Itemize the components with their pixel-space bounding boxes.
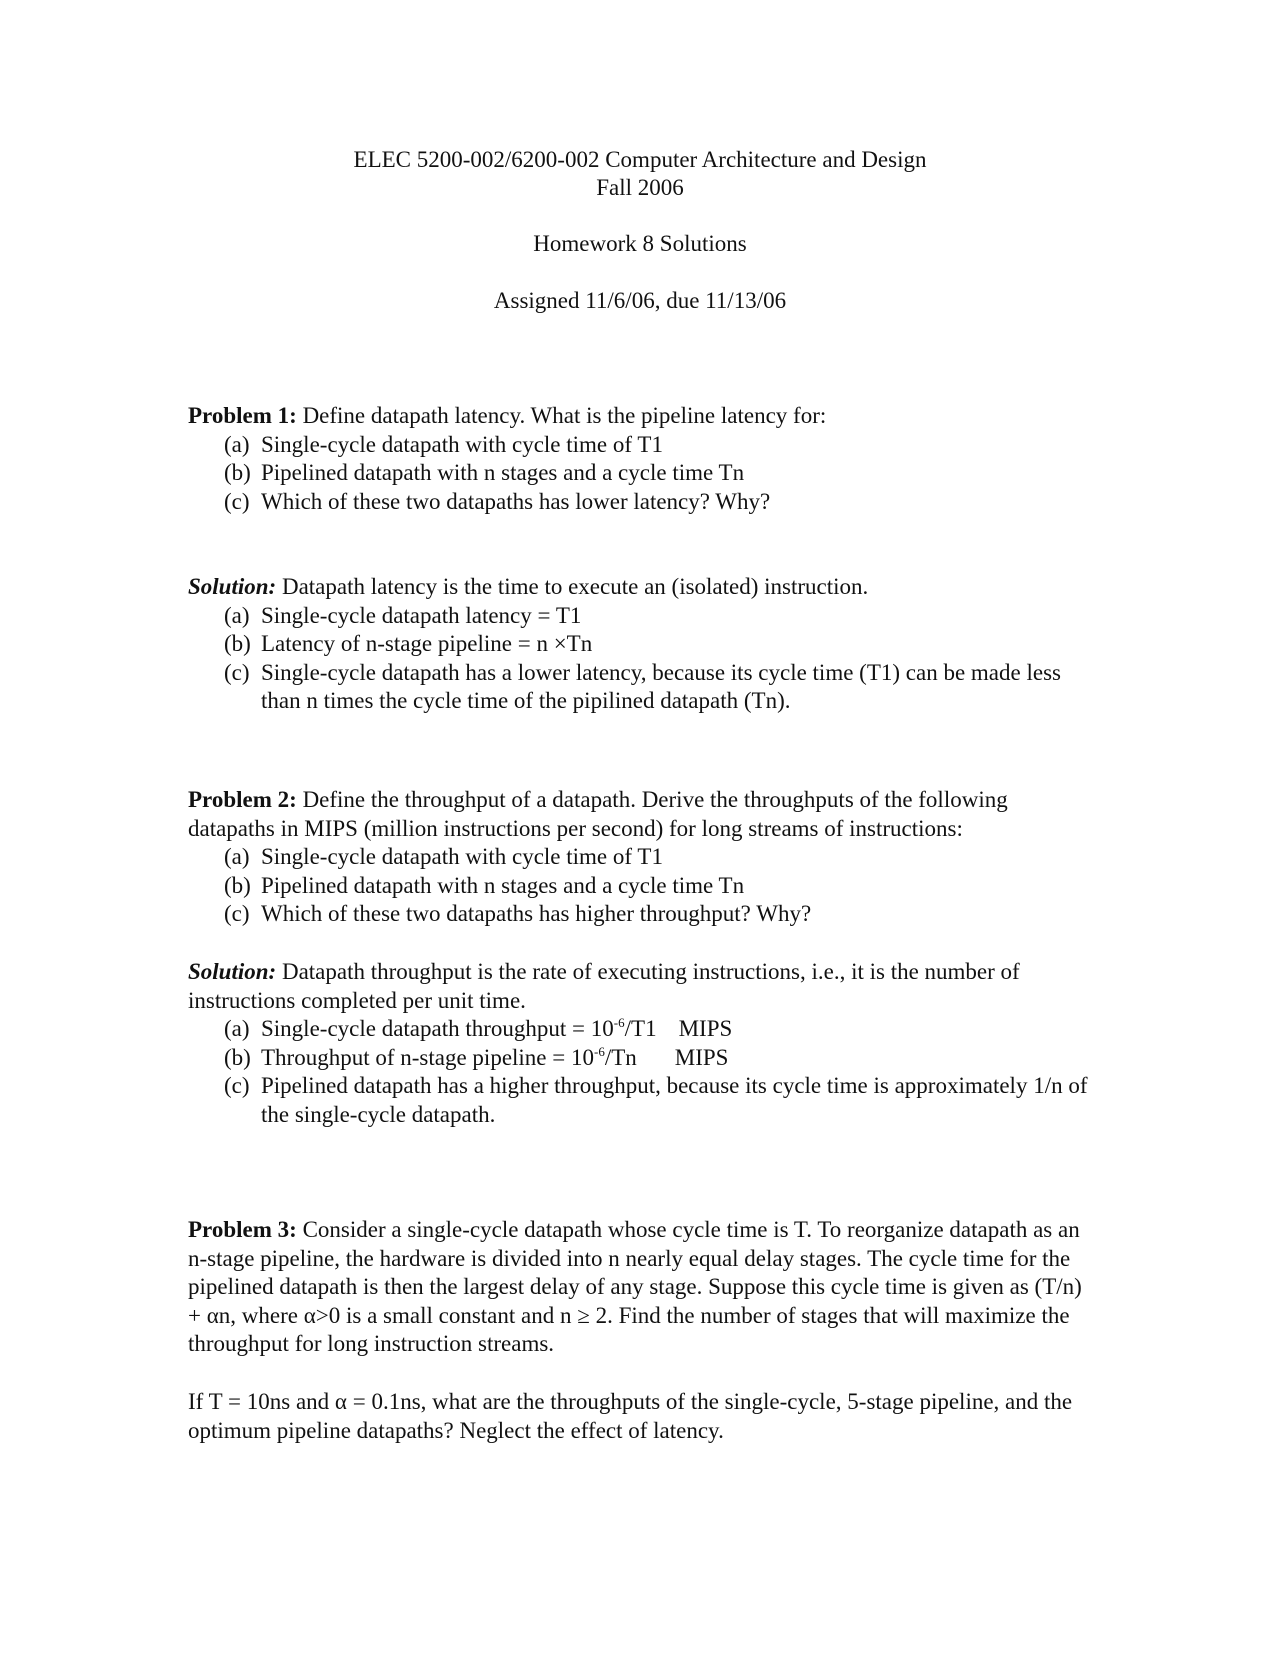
problem-2 xyxy=(188,786,1093,929)
exponent: -6 xyxy=(613,1015,625,1030)
list-marker: (b) xyxy=(224,460,251,485)
problem-1-text: Define datapath latency. What is the pipeline latency for: xyxy=(296,403,827,428)
list-marker: (c) xyxy=(224,1073,250,1098)
formula-text: Single-cycle datapath throughput = 10 xyxy=(261,1016,614,1041)
unit-label: MIPS xyxy=(674,1044,729,1070)
formula-text: /T1 xyxy=(624,1016,657,1041)
list-item xyxy=(188,630,1093,659)
problem-2-label: Problem 2: xyxy=(188,787,297,812)
solution-1 xyxy=(188,573,1093,716)
list-item xyxy=(188,431,1093,460)
list-marker: (c) xyxy=(224,659,250,685)
list-item xyxy=(188,872,1093,901)
list-marker: (a) xyxy=(224,1016,250,1041)
problem-2-text: Define the throughput of a datapath. Derive the throughputs of the following datapaths in MIPS (million instructions per second) for long streams of instructions: xyxy=(188,787,1008,841)
list-item-text xyxy=(261,1044,1093,1073)
list-marker: (b) xyxy=(224,631,251,656)
list-item-text: Which of these two datapaths has lower latency? Why? xyxy=(261,488,771,514)
list-item-text: Which of these two datapaths has higher throughput? Why? xyxy=(261,901,812,926)
assigned-date: Assigned 11/6/06, due 11/13/06 xyxy=(493,288,787,313)
problem-2-statement xyxy=(188,786,1093,843)
solution-1-text: Datapath latency is the time to execute an (isolated) instruction. xyxy=(276,574,869,599)
solution-2-list xyxy=(188,1015,1093,1129)
solution-1-label: Solution: xyxy=(188,574,277,599)
list-item-text: Single-cycle datapath with cycle time of T1 xyxy=(261,431,663,457)
list-item xyxy=(188,459,1093,488)
formula-text: /Tn xyxy=(604,1044,637,1070)
problem-3-text: Consider a single-cycle datapath whose cycle time is T. To reorganize datapath as an n-stage pipeline, the hardware is divided into n nearly equal delay stages. The cycle time for the pipelined datapath is then the largest delay of any stage. Suppose this cycle time is given as (T/n) + αn, where α>0 is a small constant and n ≥ 2. Find the number of stages that will maximize the throughput for long instruction streams. xyxy=(188,1217,1082,1356)
problem-3 xyxy=(188,1216,1093,1359)
problem-1-statement xyxy=(188,402,1093,431)
list-item-text: Single-cycle datapath with cycle time of T1 xyxy=(261,844,663,869)
solution-2 xyxy=(188,958,1093,1129)
course-title: ELEC 5200-002/6200-002 Computer Architecture and Design xyxy=(353,147,927,172)
list-item-text xyxy=(261,1015,1093,1044)
list-marker: (b) xyxy=(224,1044,251,1070)
problem-3-followup: If T = 10ns and α = 0.1ns, what are the throughputs of the single-cycle, 5-stage pipeline, and the optimum pipeline datapaths? Neglect the effect of latency. xyxy=(188,1389,1073,1443)
problem-3-label: Problem 3: xyxy=(188,1217,297,1242)
term: Fall 2006 xyxy=(596,175,684,200)
problem-3-statement xyxy=(188,1216,1093,1359)
list-item-text: Pipelined datapath with n stages and a cycle time Tn xyxy=(261,460,745,485)
solution-1-statement xyxy=(188,573,1093,602)
homework-title: Homework 8 Solutions xyxy=(533,231,747,256)
list-item xyxy=(188,602,1093,631)
list-marker: (b) xyxy=(224,872,251,898)
list-marker: (a) xyxy=(224,844,250,869)
list-item-text: Single-cycle datapath latency = T1 xyxy=(261,602,582,628)
solution-2-text: Datapath throughput is the rate of executing instructions, i.e., it is the number of instructions completed per unit time. xyxy=(188,959,1020,1013)
list-marker: (c) xyxy=(224,901,250,926)
solution-1-list xyxy=(188,602,1093,716)
solution-2-statement xyxy=(188,958,1093,1015)
list-item xyxy=(188,1015,1093,1044)
list-item-text: Latency of n-stage pipeline = n ×Tn xyxy=(261,631,593,656)
list-item-text: Single-cycle datapath has a lower latency, because its cycle time (T1) can be made less than n times the cycle time of the pipilined datapath (Tn). xyxy=(261,659,1061,713)
unit-label: MIPS xyxy=(678,1016,733,1041)
problem-1 xyxy=(188,402,1093,516)
problem-1-list xyxy=(188,431,1093,517)
list-item xyxy=(188,900,1093,929)
list-marker: (c) xyxy=(224,488,250,514)
list-item xyxy=(188,488,1093,517)
problem-2-list xyxy=(188,843,1093,929)
list-item xyxy=(188,843,1093,872)
exponent: -6 xyxy=(593,1043,605,1059)
list-item xyxy=(188,1044,1093,1073)
problem-1-label: Problem 1: xyxy=(188,403,297,428)
formula-text: Throughput of n-stage pipeline = 10 xyxy=(261,1044,594,1070)
list-marker: (a) xyxy=(224,602,250,628)
list-marker: (a) xyxy=(224,431,250,457)
list-item xyxy=(188,659,1093,716)
list-item-text: Pipelined datapath with n stages and a cycle time Tn xyxy=(261,872,745,898)
solution-2-label: Solution: xyxy=(188,959,277,984)
list-item-text: Pipelined datapath has a higher throughput, because its cycle time is approximately 1/n of the single-cycle datapath. xyxy=(261,1073,1088,1127)
list-item xyxy=(188,1072,1093,1129)
